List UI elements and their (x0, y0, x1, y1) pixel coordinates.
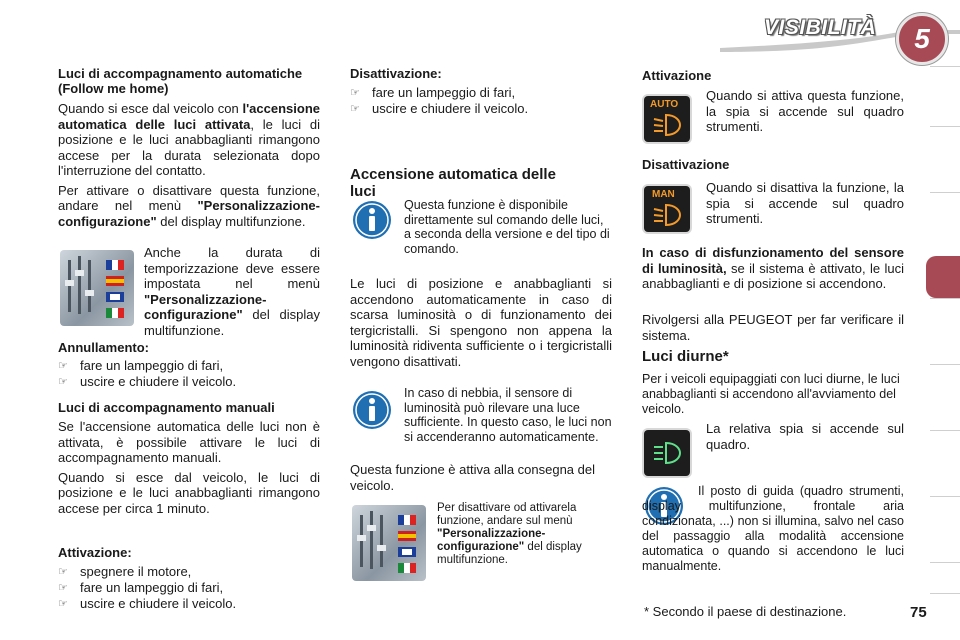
manual-paragraph-1: Se l'accensione automatica delle luci non è attivata, è possibile attivare le luci di accompagnamento manuali. (58, 419, 320, 465)
activation-text: Quando si attiva questa funzione, la spia si accende sul quadro strumenti. (706, 88, 904, 134)
cancel-title: Annullamento: (58, 340, 149, 355)
multifunction-display-image (60, 250, 134, 326)
finger-bullet-icon: ☞ (58, 582, 68, 594)
follow-title: Luci di accompagnamento automatiche (Follow me home) (58, 66, 303, 96)
daytime-info-text: Il posto di guida (quadro strumenti, display multifunzione, frontale aria condizionata, ...) non si illumina, salvo nel caso del passaggio alla modalità accensione automatica o quando si accendono le luci manualmente. (642, 484, 904, 573)
side-tab (930, 66, 960, 127)
daytime-lights-icon-text: La relativa spia si accende sul quadro. (706, 421, 904, 452)
side-tab (930, 496, 960, 563)
finger-bullet-icon: ☞ (58, 360, 68, 372)
daytime-lights-warning-icon (644, 430, 690, 476)
side-tab (930, 126, 960, 193)
list-item: ☞ uscire e chiudere il veicolo. (58, 596, 237, 611)
side-tab-active (926, 256, 960, 298)
finger-bullet-icon: ☞ (350, 103, 360, 115)
deactivation-title: Disattivazione: (350, 66, 442, 81)
column-1 (58, 66, 320, 229)
finger-bullet-icon: ☞ (58, 598, 68, 610)
auto-paragraph-1: Le luci di posizione e anabbaglianti si accendono automaticamente in caso di scarsa luminosità o di funzionamento dei tergicristalli. Si spengono non appena la luminosità ridiventa sufficiente o i tergicristalli vengono disattivati. (350, 276, 612, 369)
auto-label: AUTO (650, 99, 679, 110)
info-text-2: In caso di nebbia, il sensore di luminosità può rilevare una luce sufficiente. In questo caso, le luci non si accenderanno automaticamente. (404, 386, 612, 444)
footnote: * Secondo il paese di destinazione. (644, 604, 847, 619)
finger-bullet-icon: ☞ (58, 566, 68, 578)
fault-paragraph: In caso di disfunzionamento del sensore di luminosità, se il sistema è attivato, le luci anabbaglianti e di posizione si accendono. (642, 245, 904, 291)
deactivation-section (350, 66, 612, 117)
list-item: ☞ spegnere il motore, (58, 564, 192, 579)
chapter-number: 5 (914, 23, 930, 54)
deactivation-text: Quando si disattiva la funzione, la spia si accende sul quadro strumenti. (706, 180, 904, 226)
manual-lights-warning-icon (644, 186, 690, 232)
manual-paragraph-2: Quando si esce dal veicolo, le luci di posizione e le luci anabbaglianti rimangono accese per circa 1 minuto. (58, 469, 320, 516)
page-title: VISIBILITÀ (764, 16, 877, 39)
list-item: ☞ fare un lampeggio di fari, (58, 580, 224, 595)
info-icon (352, 200, 392, 245)
info-text-1: Questa funzione è disponibile direttamente sul comando delle luci, a seconda della versione e del tipo di comando. (404, 198, 610, 256)
multifunction-display-image (352, 505, 426, 581)
manual-title: Luci di accompagnamento manuali (58, 400, 275, 415)
follow-paragraph-2: Per attivare o disattivare questa funzione, andare nel menù "Personalizzazione-configurazione" del display multifunzione. (58, 182, 320, 229)
daytime-lights-paragraph: Per i veicoli equipaggiati con luci diurne, le luci anabbaglianti si accendono all'avviamento del veicolo. (642, 372, 900, 416)
display-settings-icon (352, 505, 426, 581)
list-item: ☞ fare un lampeggio di fari, (350, 85, 516, 100)
info-icon (352, 390, 392, 435)
man-label: MAN (652, 189, 675, 200)
activation-section (58, 545, 320, 612)
list-item: ☞ uscire e chiudere il veicolo. (58, 374, 237, 389)
daytime-lights-title: Luci diurne* (642, 348, 729, 365)
side-tab (930, 192, 960, 259)
auto-paragraph-2: Questa funzione è attiva alla consegna del veicolo. (350, 462, 596, 493)
manual-section (58, 400, 320, 516)
side-tab (930, 364, 960, 431)
list-item: ☞ fare un lampeggio di fari, (58, 358, 224, 373)
finger-bullet-icon: ☞ (58, 376, 68, 388)
finger-bullet-icon: ☞ (350, 87, 360, 99)
fault-paragraph-2: Rivolgersi alla PEUGEOT per far verificare il sistema. (642, 312, 904, 343)
list-item: ☞ uscire e chiudere il veicolo. (350, 101, 529, 116)
activation-title: Attivazione: (58, 545, 132, 560)
side-tab (930, 430, 960, 497)
side-tab (930, 562, 960, 594)
auto-lights-title: Accensione automatica delle luci (350, 166, 556, 200)
deactivation-title-2: Disattivazione (642, 157, 730, 172)
page-number: 75 (910, 604, 927, 621)
auto-lights-warning-icon (644, 96, 690, 142)
follow-paragraph-1: Quando si esce dal veicolo con l'accensione automatica delle luci attivata, le luci di posizione e le luci anabbaglianti rimangono accese per la durata selezionata dopo l'interruzione del contatto. (58, 101, 320, 178)
menu-paragraph: Per disattivare od attivarela funzione, andare sul menù "Personalizzazione-configurazione" del display multifunzione. (437, 502, 582, 566)
cancel-section (58, 340, 320, 390)
side-tab (930, 298, 960, 365)
activation-title-2: Attivazione (642, 68, 712, 83)
display-settings-icon (60, 250, 134, 326)
chapter-badge (896, 13, 948, 65)
duration-paragraph: Anche la durata di temporizzazione deve essere impostata nel menù "Personalizzazione-configurazione" del display multifunzione. (144, 245, 320, 338)
